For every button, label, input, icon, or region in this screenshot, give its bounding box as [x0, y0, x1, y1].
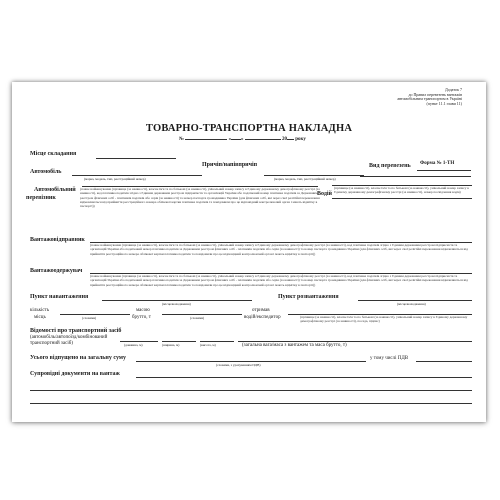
mass-label-2: брутто, т	[132, 315, 151, 320]
qty-label-1: кількість	[30, 308, 50, 313]
qty-label-2: місць	[34, 315, 46, 320]
shipper-label: Вантажовідправник	[30, 237, 85, 243]
total-sum-field[interactable]	[136, 361, 366, 362]
height-hint: (висота, м)	[200, 343, 216, 347]
vehicle-info-label-1: Відомості про транспортний засіб	[30, 328, 122, 334]
length-field[interactable]	[120, 341, 158, 342]
document-title: ТОВАРНО-ТРАНСПОРТНА НАКЛАДНА	[145, 123, 353, 134]
carrier-label-2: перевізник	[26, 195, 56, 201]
consignee-hint: (повне найменування (прізвище (за наявності), власне ім'я та по батькові (за наявності), унікальний номер запису в Єдиному державному демографічному реєстрі (за наявності), код платника податків згідно з Єдиним державним реєстром підприємств та організацій України або податковий номер платника податків за Державним реєстром фізичних осіб - платників податків або серія (за наявності) та номер паспорта громадянина України (для фізичних осіб, які через свої релігійні переконання відмовляються від прийняття реєстраційного номера облікової картки платника податків та повідомили про це відповідний контролюючий орган і мають відмітку в паспорті))	[90, 274, 468, 287]
vat-field[interactable]	[416, 361, 472, 362]
year-prefix: 20	[282, 137, 288, 142]
consignee-label: Вантажоодержувач	[30, 268, 83, 274]
appendix-note	[397, 88, 462, 106]
place-label: Місце складання	[30, 151, 77, 157]
quote-open: «	[228, 137, 232, 142]
shipper-hint: (повне найменування (прізвище (за наявності), власне ім'я та по батькові (за наявності), унікальний номер запису в Єдиному державному демографічному реєстрі (за наявності), код платника податків згідно з Єдиним державним реєстром підприємств та організацій України або податковий номер платника податків за Державним реєстром фізичних осіб - платників податків або серія (за наявності) та номер паспорта громадянина України (для фізичних осіб, які через свої релігійні переконання відмовляються від прийняття реєстраційного номера облікової картки платника податків та повідомили про це відповідний контролюючий орган і мають відмітку в паспорті))	[90, 243, 468, 256]
transport-type-label: Вид перевезень	[369, 163, 411, 169]
driver-label: Водій	[317, 191, 332, 197]
vehicle-info-label-2: (автомобіль/автопоїзд/комбінований	[30, 335, 108, 340]
loading-label: Пункт навантаження	[30, 294, 89, 300]
total-sum-hint: (словами, з урахуванням ПДВ)	[216, 363, 261, 367]
trailer-hint: (марка, модель, тип, реєстраційний номер)	[274, 177, 336, 181]
width-hint: (ширина, м)	[162, 343, 180, 347]
transport-type-field[interactable]	[417, 170, 471, 171]
driver-hint: (прізвище (за наявності), власне ім'я та по батькові (за наявності), унікальний номер запису в Єдиному державному демографічному реєстрі (за наявності), номер посвідчення водія)	[334, 186, 469, 195]
loading-hint: (місцезнаходження)	[162, 302, 191, 306]
total-mass-field[interactable]	[238, 341, 472, 342]
appendix-line-3: автомобільним транспортом в Україні	[397, 96, 462, 102]
unloading-field[interactable]	[358, 300, 472, 301]
appendix-line-4: (пункт 11.1 глави 11)	[426, 100, 462, 106]
received-label-2: водій/експедитор	[244, 315, 281, 320]
docs-label: Супровідні документи на вантаж	[30, 371, 120, 377]
unloading-label: Пункт розвантаження	[278, 294, 339, 300]
vat-label: у тому числі ПДВ	[370, 356, 409, 361]
unloading-hint: (місцезнаходження)	[397, 302, 426, 306]
year-field[interactable]	[287, 139, 294, 140]
width-field[interactable]	[162, 341, 196, 342]
trailer-field[interactable]	[264, 175, 364, 176]
carrier-label-1: Автомобільний	[34, 187, 76, 193]
mass-words-hint: (словами)	[190, 316, 205, 320]
month-field[interactable]	[245, 139, 281, 140]
mass-field[interactable]	[162, 314, 242, 315]
driver-field-2[interactable]	[332, 198, 472, 199]
qty-words-hint: (словами)	[82, 316, 97, 320]
loading-field[interactable]	[102, 300, 252, 301]
total-mass-hint: (загальна вага/маса з вантажем та маса брутто, т)	[242, 343, 347, 348]
length-hint: (довжина, м)	[124, 343, 143, 347]
day-field[interactable]	[228, 137, 241, 142]
vehicle-label: Автомобіль	[30, 169, 62, 175]
form-number: Форма № 1-ТН	[420, 161, 455, 166]
number-line	[179, 137, 306, 142]
docs-field-3[interactable]	[30, 403, 472, 404]
number-field[interactable]	[185, 139, 227, 140]
received-label-1: отримав	[252, 308, 270, 313]
docs-field-2[interactable]	[30, 390, 472, 391]
docs-field-1[interactable]	[136, 377, 472, 378]
qty-field[interactable]	[60, 314, 130, 315]
year-suffix: року	[295, 137, 306, 142]
carrier-hint: (повне найменування (прізвище (за наявності), власне ім'я та по батькові (за наявності), унікальний номер запису в Єдиному державному демографічному реєстрі (за наявності), код платника податків згідно з Єдиним державним реєстром підприємств та організацій України або податковий номер платника податків за Державним реєстром фізичних осіб - платників податків або серія (за наявності) та номер паспорта громадянина України (для фізичних осіб, які через свої релігійні переконання відмовляються від прийняття реєстраційного номера облікової картки платника податків та повідомили про це відповідний контролюючий орган і мають відмітку в паспорті))	[80, 187, 320, 209]
vehicle-field[interactable]	[72, 175, 202, 176]
vehicle-hint: (марка, модель, тип, реєстраційний номер)	[84, 177, 146, 181]
appendix-line-2: до Правил перевезень вантажів	[408, 91, 462, 97]
place-field[interactable]	[96, 158, 176, 159]
transport-type-field-2[interactable]	[360, 176, 471, 177]
received-hint: (прізвище (за наявності), власне ім'я та по батькові (за наявності), унікальний номер запису в Єдиному державному демографічному реєстрі (за наявності), посада, підпис)	[300, 315, 468, 324]
trailer-label: Причіп/напівпричіп	[202, 162, 258, 168]
quote-close: »	[241, 137, 244, 142]
total-sum-label: Усього відпущено на загальну суму	[30, 355, 126, 361]
height-field[interactable]	[200, 341, 234, 342]
waybill-form	[12, 82, 486, 422]
number-sign: №	[179, 137, 185, 142]
appendix-line-1: Додаток 7	[445, 87, 462, 92]
mass-label-1: масою	[136, 308, 150, 313]
vehicle-info-label-3: транспортний засіб)	[30, 341, 73, 346]
